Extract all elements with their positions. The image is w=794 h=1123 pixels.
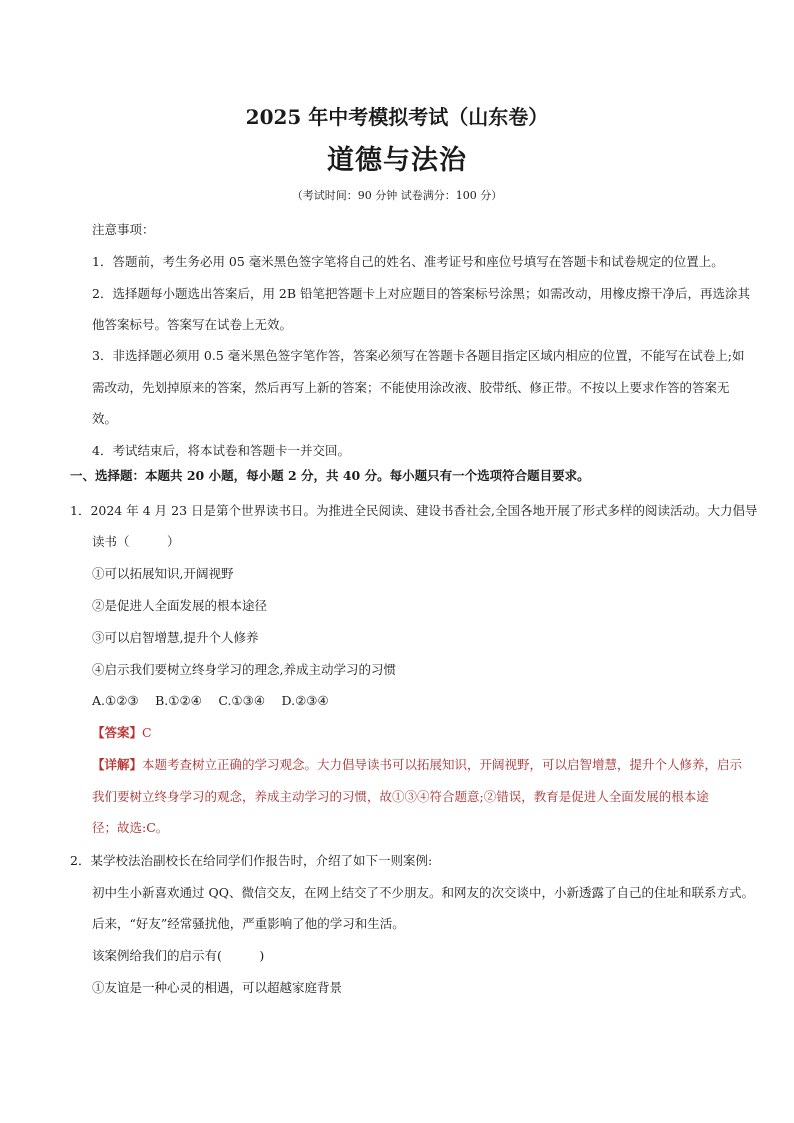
q1-detail-line-1 [92, 757, 742, 773]
q1-answer [92, 725, 152, 741]
note-item-2-line-1: 2．选择题每小题选出答案后，用 2B 铅笔把答题卡上对应题目的答案标号涂黑；如需改动，用橡皮擦干净后，再选涂其 [92, 286, 751, 301]
q2-option-1: ①友谊是一种心灵的相遇，可以超越家庭背景 [92, 980, 343, 995]
q1-option-4: ④启示我们要树立终身学习的理念,养成主动学习的习惯 [92, 662, 396, 677]
q2-case-line-1: 初中生小新喜欢通过 QQ、微信交友，在网上结交了不少朋友。和网友的次交谈中，小新透露了自己的住址和联系方式。 [92, 885, 754, 900]
q2-question: 该案例给我们的启示有( ) [92, 948, 265, 963]
section-heading: 一、选择题：本题共 20 小题，每小题 2 分，共 40 分。每小题只有一个选项符合题目要求。 [70, 468, 590, 483]
q1-option-3: ③可以启智增慧,提升个人修养 [92, 630, 259, 645]
answer-label: 【答案】 [92, 725, 143, 740]
q1-option-1: ①可以拓展知识,开阔视野 [92, 566, 234, 581]
note-item-1: 1．答题前，考生务必用 05 毫米黑色签字笔将自己的姓名、准考证号和座位号填写在答题卡和试卷规定的位置上。 [92, 254, 724, 269]
answer-value: C [142, 725, 152, 740]
q1-stem-line-1: 1．2024 年 4 月 23 日是第个世界读书日。为推进全民阅读、建设书香社会,全国各地开展了形式多样的阅读活动。大力倡导 [70, 503, 758, 518]
q1-detail-line-2: 我们要树立终身学习的观念，养成主动学习的习惯，故①③④符合题意;②错误，教育是促进人全面发展的根本途 [92, 789, 709, 804]
note-item-4: 4．考试结束后，将本试卷和答题卡一并交回。 [92, 443, 350, 458]
q1-choices: A.①②③ B.①②④ C.①③④ D.②③④ [92, 693, 329, 708]
detail-text-1: 本题考查树立正确的学习观念。大力倡导读书可以拓展知识，开阔视野，可以启智增慧，提升个人修养，启示 [142, 757, 743, 772]
exam-info: （考试时间：90 分钟 试卷满分：100 分） [291, 189, 503, 202]
q1-detail-line-3: 径；故选:C。 [92, 820, 169, 835]
q1-stem-line-2: 读书（ ） [92, 534, 180, 549]
note-item-3-line-1: 3．非选择题必须用 0.5 毫米黑色签字笔作答，答案必须写在答题卡各题目指定区域内相应的位置，不能写在试卷上;如 [92, 348, 745, 363]
q1-option-2: ②是促进人全面发展的根本途径 [92, 598, 268, 613]
q2-stem-line-1: 2．某学校法治副校长在给同学们作报告时，介绍了如下一则案例: [70, 853, 433, 868]
exam-title: 2025 年中考模拟考试（山东卷） [245, 105, 549, 129]
detail-label: 【详解】 [92, 757, 143, 772]
note-item-3-line-2: 需改动，先划掉原来的答案，然后再写上新的答案；不能使用涂改液、胶带纸、修正带。不按以上要求作答的答案无 [92, 380, 730, 395]
subject-title: 道德与法治 [327, 145, 467, 176]
note-item-2-line-2: 他答案标号。答案写在试卷上无效。 [92, 317, 293, 332]
note-item-3-line-3: 效。 [92, 411, 118, 426]
notes-heading: 注意事项： [92, 222, 155, 237]
q2-case-line-2: 后来，“好友”经常骚扰他，严重影响了他的学习和生活。 [92, 916, 405, 931]
